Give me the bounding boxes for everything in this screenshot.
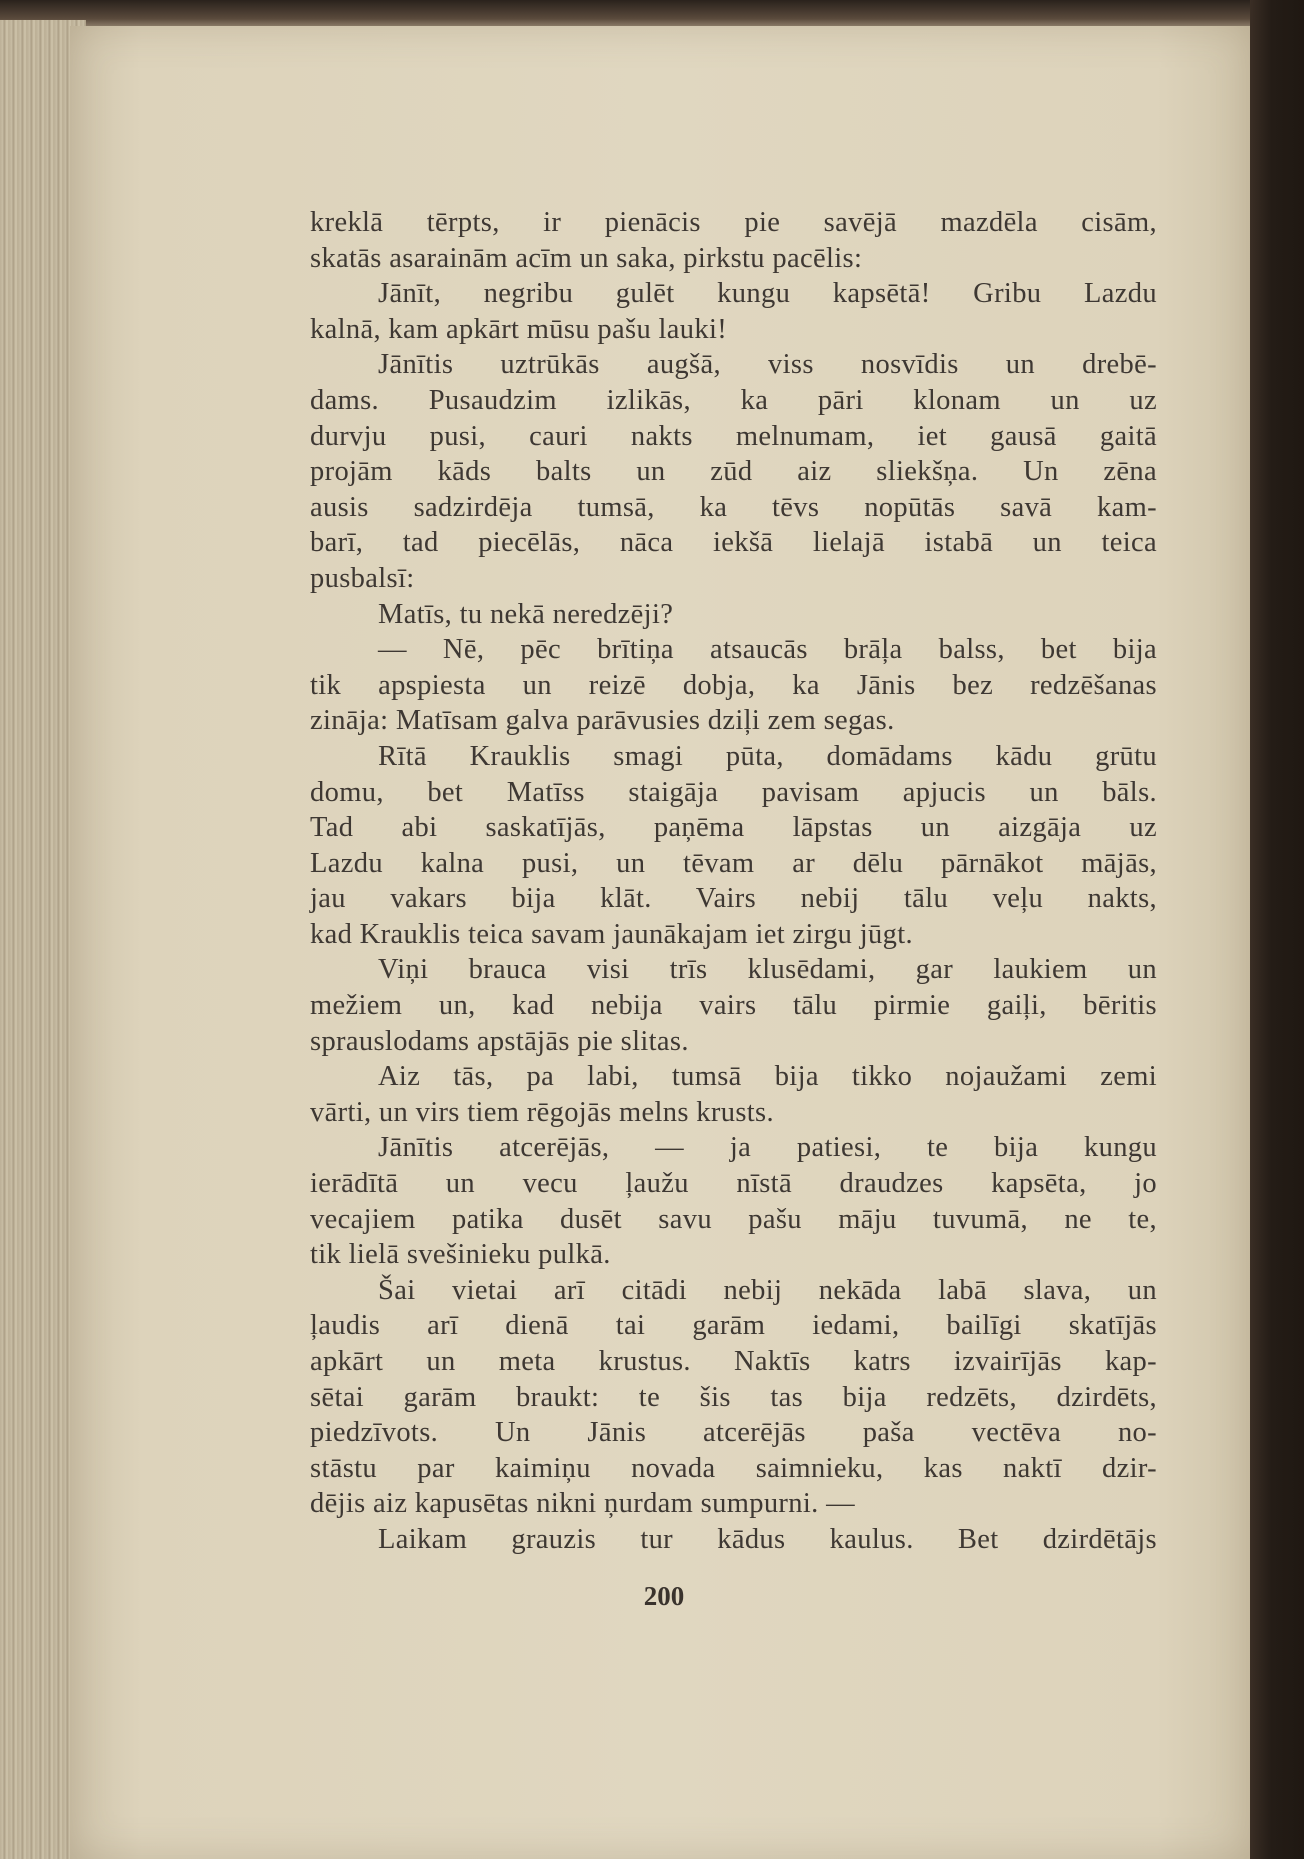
text-line: projām kāds balts un zūd aiz sliekšņa. Un zēna (310, 456, 1157, 488)
text-line: durvju pusi, cauri nakts melnumam, iet gausā gaitā (310, 420, 1157, 452)
text-line: zināja: Matīsam galva parāvusies dziļi zem segas. (310, 705, 895, 737)
text-line: mežiem un, kad nebija vairs tālu pirmie gaiļi, bēritis (310, 990, 1157, 1022)
text-line: barī, tad piecēlās, nāca iekšā lielajā istabā un teica (310, 527, 1157, 559)
text-line: vārti, un virs tiem rēgojās melns krusts. (310, 1096, 774, 1128)
text-line: Rītā Krauklis smagi pūta, domādams kādu grūtu (378, 740, 1157, 772)
text-line: kreklā tērpts, ir pienācis pie savējā mazdēla cisām, (310, 207, 1157, 238)
text-line: vecajiem patika dusēt savu pašu māju tuvumā, ne te, (310, 1203, 1157, 1235)
text-line: dams. Pusaudzim izlikās, ka pāri klonam un uz (310, 384, 1157, 416)
text-line: Lazdu kalna pusi, un tēvam ar dēlu pārnākot mājās, (310, 847, 1157, 879)
text-line: domu, bet Matīss staigāja pavisam apjucis un bāls. (310, 776, 1157, 808)
text-line: dējis aiz kapusētas nikni ņurdam sumpurni. — (310, 1488, 855, 1520)
text-line: kad Krauklis teica savam jaunākajam iet zirgu jūgt. (310, 918, 913, 950)
text-line: Laikam grauzis tur kādus kaulus. Bet dzirdētājs (378, 1523, 1157, 1555)
text-line: sprauslodams apstājās pie slitas. (310, 1025, 689, 1057)
text-line: kalnā, kam apkārt mūsu pašu lauki! (310, 313, 728, 345)
text-line: Jānītis atcerējās, — ja patiesi, te bija kungu (378, 1132, 1157, 1164)
text-line: jau vakars bija klāt. Vairs nebij tālu veļu nakts, (310, 883, 1157, 915)
text-line: tik lielā svešinieku pulkā. (310, 1239, 611, 1271)
text-line: Jānīt, negribu gulēt kungu kapsētā! Gribu Lazdu (378, 278, 1157, 310)
text-line: Matīs, tu nekā neredzēji? (378, 598, 674, 630)
text-line: Šai vietai arī citādi nebij nekāda labā slava, un (378, 1274, 1157, 1306)
text-line: stāstu par kaimiņu novada saimnieku, kas naktī dzir- (310, 1452, 1157, 1484)
body-text (310, 205, 1157, 1558)
text-line: skatās asarainām acīm un saka, pirkstu pacēlis: (310, 242, 863, 274)
text-line: Jānītis uztrūkās augšā, viss nosvīdis un drebē- (378, 349, 1157, 381)
text-line: Tad abi saskatījās, paņēma lāpstas un aizgāja uz (310, 812, 1157, 844)
text-line: ļaudis arī dienā tai garām iedami, bailīgi skatījās (310, 1310, 1157, 1342)
text-line: ierādītā un vecu ļaužu nīstā draudzes kapsēta, jo (310, 1168, 1157, 1200)
text-line: ausis sadzirdēja tumsā, ka tēvs nopūtās savā kam- (310, 491, 1157, 523)
page-number: 200 (643, 1581, 685, 1611)
text-line: apkārt un meta krustus. Naktīs katrs izvairījās kap- (310, 1346, 1157, 1377)
text-line: Viņi brauca visi trīs klusēdami, gar laukiem un (378, 954, 1157, 986)
text-line: pusbalsī: (310, 562, 415, 594)
text-line: piedzīvots. Un Jānis atcerējās paša vectēva no- (310, 1417, 1157, 1449)
text-line: — Nē, pēc brītiņa atsaucās brāļa balss, bet bija (378, 634, 1157, 666)
text-line: sētai garām braukt: te šis tas bija redzēts, dzirdēts, (310, 1381, 1157, 1413)
text-line: Aiz tās, pa labi, tumsā bija tikko nojaužami zemi (378, 1061, 1157, 1093)
text-line: tik apspiesta un reizē dobja, ka Jānis bez redzēšanas (310, 669, 1157, 701)
